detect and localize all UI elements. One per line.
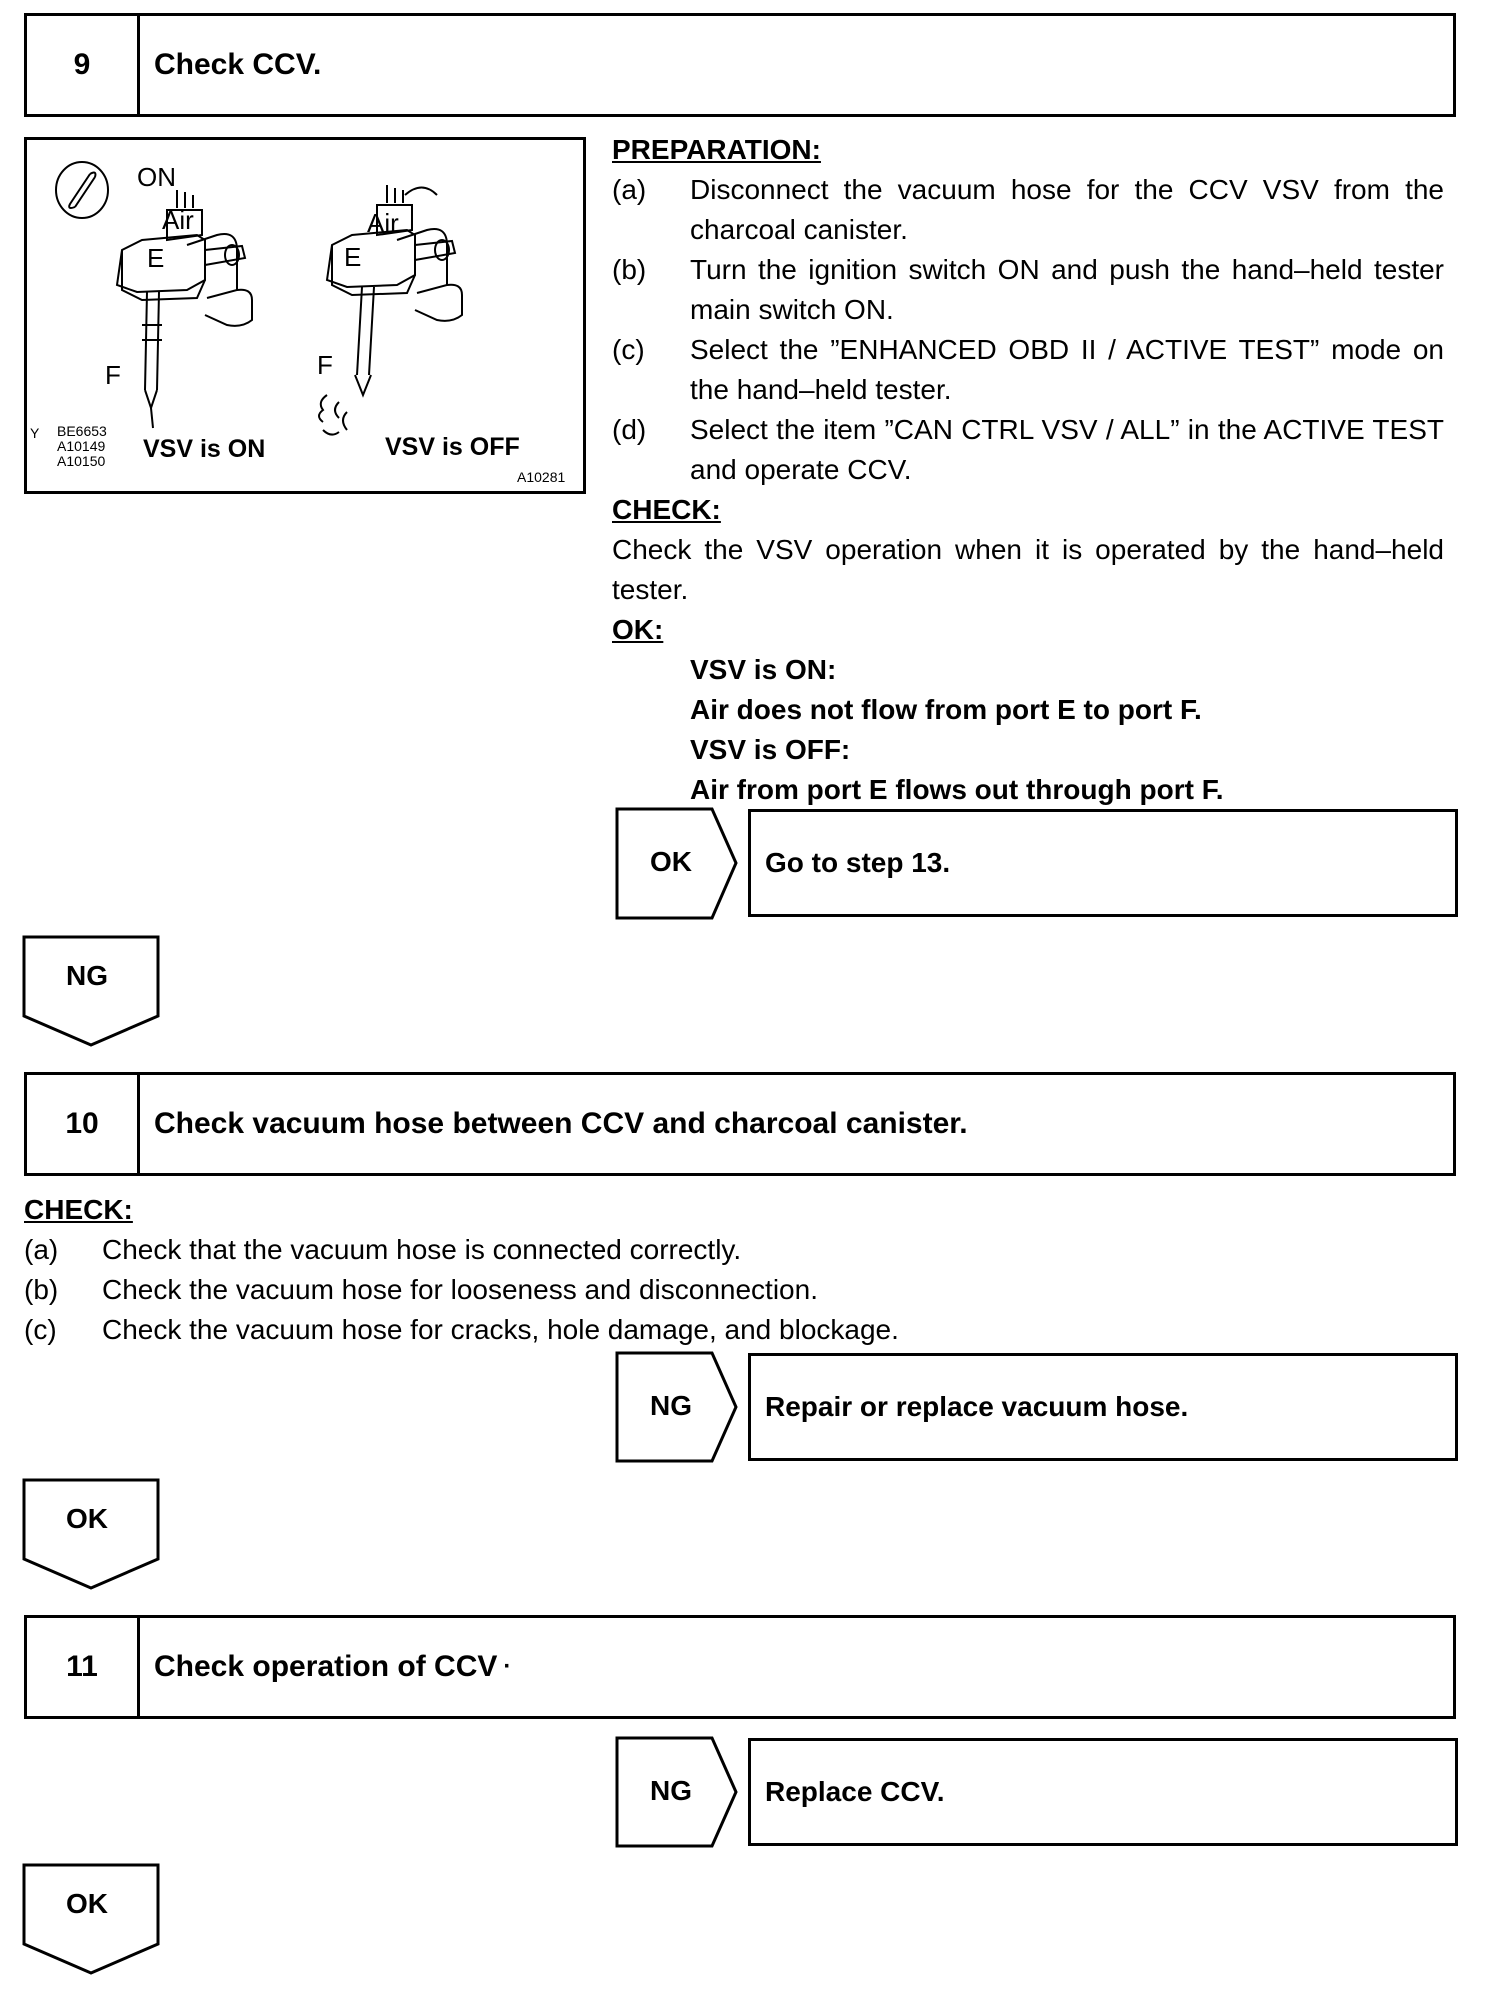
check-text: Check the VSV operation when it is operated by the hand–held tester. [612, 534, 1444, 605]
port-e-label-left: E [147, 243, 165, 273]
step-title [140, 1618, 511, 1716]
down-label-ok: OK [66, 1503, 108, 1534]
step-9-header [24, 13, 1456, 117]
prep-item-b [612, 250, 1444, 330]
result-label-ok: OK [650, 846, 692, 877]
step-title: Check vacuum hose between CCV and charcoal canister. [154, 1107, 968, 1140]
step-title-text: Check operation of CCV [154, 1650, 498, 1683]
check-label: (b) [24, 1274, 59, 1305]
ok-heading: OK: [612, 614, 664, 645]
step-title: Check CCV. [154, 48, 322, 81]
check-text: Check the vacuum hose for cracks, hole damage, and blockage. [102, 1314, 899, 1345]
ref-code-2: A10149 [57, 438, 106, 454]
step-11-header [24, 1615, 1456, 1719]
prep-text: Select the item ”CAN CTRL VSV / ALL” in the ACTIVE TEST and operate CCV. [690, 414, 1444, 485]
result-repair-hose: Repair or replace vacuum hose. [748, 1353, 1458, 1461]
ref-code-1: BE6653 [57, 423, 107, 439]
prep-item-d [612, 410, 1444, 490]
port-e-label-right: E [344, 242, 362, 272]
check-label: (c) [24, 1314, 57, 1345]
check-item-b [24, 1270, 1024, 1310]
result-label-ng: NG [650, 1390, 692, 1421]
result-replace-ccv: Replace CCV. [748, 1738, 1458, 1846]
prep-label: (a) [612, 174, 647, 205]
figure-code: A10281 [517, 469, 566, 485]
ok-line-3: VSV is OFF: [690, 734, 851, 765]
step-number: 11 [27, 1618, 140, 1716]
down-label-ng: NG [66, 960, 108, 991]
down-label-ok: OK [66, 1888, 108, 1919]
caption-vsv-off: VSV is OFF [385, 433, 520, 461]
prep-label: (c) [612, 334, 645, 365]
ref-code-3: A10150 [57, 453, 106, 469]
check-label: (a) [24, 1234, 59, 1265]
port-f-label-right: F [317, 350, 333, 380]
ok-line-2: Air does not flow from port E to port F. [690, 694, 1202, 725]
preparation-heading: PREPARATION: [612, 134, 821, 165]
ok-line-4: Air from port E flows out through port F. [690, 774, 1224, 805]
step-number: 10 [27, 1075, 140, 1173]
caption-vsv-on: VSV is ON [143, 435, 266, 463]
air-label-left: Air [162, 205, 194, 235]
ignition-key-icon [56, 162, 108, 218]
step-10-header [24, 1072, 1456, 1176]
prep-label: (d) [612, 414, 647, 445]
check-heading: CHECK: [612, 494, 721, 525]
prep-text: Select the ”ENHANCED OBD II / ACTIVE TEST” mode on the hand–held tester. [690, 334, 1444, 405]
step-number: 9 [27, 16, 140, 114]
air-label-right: Air [367, 208, 399, 238]
result-go-to-step-13: Go to step 13. [748, 809, 1458, 917]
result-label-ng: NG [650, 1775, 692, 1806]
check-item-c [24, 1310, 1024, 1350]
prep-item-a [612, 170, 1444, 250]
ok-line-1: VSV is ON: [690, 654, 837, 685]
check-item-a [24, 1230, 1024, 1270]
vsv-illustration [24, 137, 586, 494]
check-text: Check that the vacuum hose is connected correctly. [102, 1234, 742, 1265]
check-heading: CHECK: [24, 1194, 133, 1225]
port-f-label-left: F [105, 360, 121, 390]
prep-text: Turn the ignition switch ON and push the hand–held tester main switch ON. [690, 254, 1444, 325]
y-mark: Y [30, 425, 40, 441]
prep-text: Disconnect the vacuum hose for the CCV VSV from the charcoal canister. [690, 174, 1444, 245]
prep-item-c [612, 330, 1444, 410]
prep-label: (b) [612, 254, 647, 285]
step-title-dot: · [503, 1653, 512, 1680]
ignition-on-label: ON [137, 162, 176, 192]
check-text: Check the vacuum hose for looseness and disconnection. [102, 1274, 818, 1305]
